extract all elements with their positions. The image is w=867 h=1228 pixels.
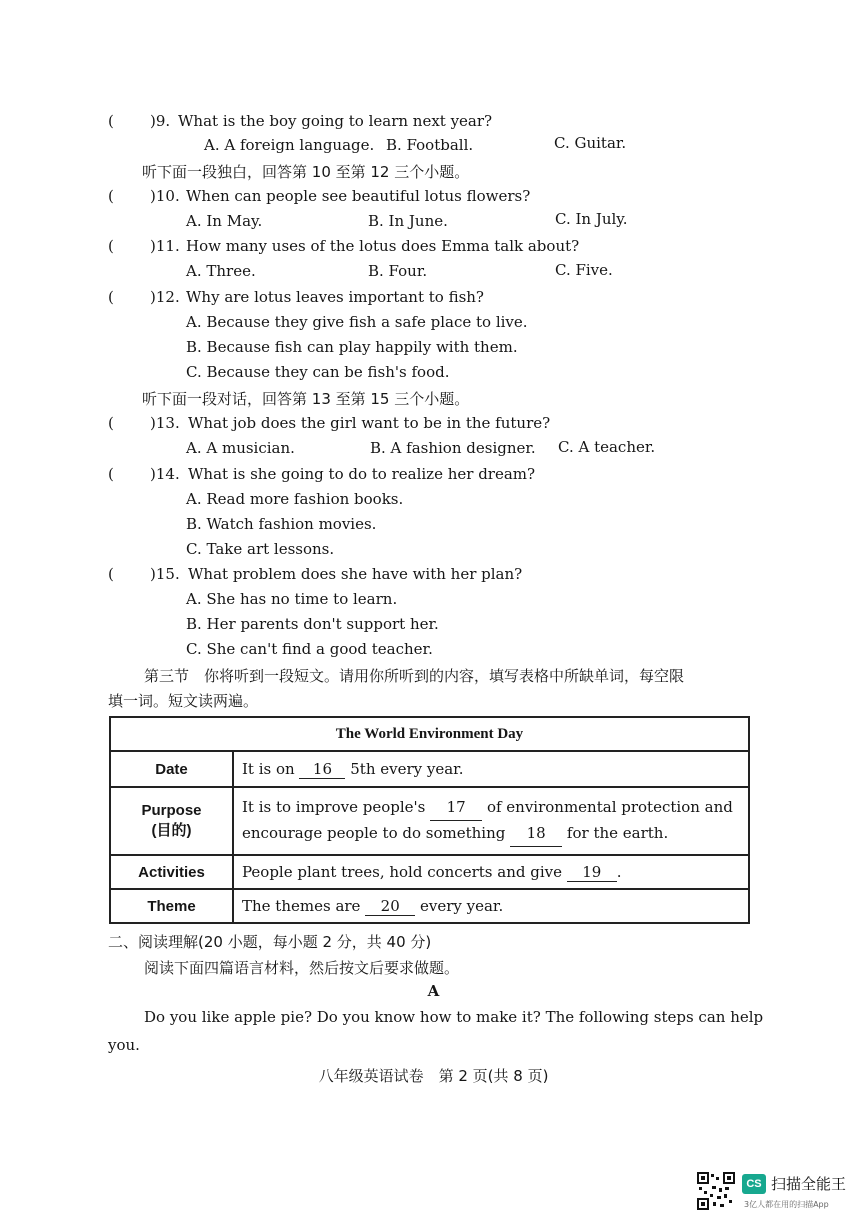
answer-paren-open: ( — [108, 465, 114, 483]
option-a: A. Read more fashion books. — [186, 490, 404, 508]
blank-18: 18 — [510, 821, 562, 847]
blank-19: 19 — [567, 863, 617, 882]
camscanner-name: 扫描全能王 — [771, 1175, 847, 1193]
question-text: How many uses of the lotus does Emma talk about? — [186, 237, 580, 255]
blank-17: 17 — [430, 795, 482, 821]
option-a: A. A musician. — [186, 439, 295, 457]
question-number: )15. — [150, 565, 180, 583]
option-a: A. Because they give fish a safe place to live. — [186, 313, 528, 331]
option-a: A. Three. — [186, 262, 256, 280]
cell-text: . — [616, 862, 622, 881]
question-text: What job does the girl want to be in the future? — [188, 414, 551, 432]
option-a: A. She has no time to learn. — [186, 590, 398, 608]
row-label-purpose — [110, 787, 233, 855]
question-text: When can people see beautiful lotus flowers? — [186, 187, 531, 205]
answer-paren-open: ( — [108, 112, 114, 130]
cell-text: It is on — [242, 759, 295, 778]
environment-day-table — [109, 716, 750, 924]
cell-text: for the earth. — [566, 824, 669, 842]
camscanner-tagline: 3亿人都在用的扫描App — [744, 1200, 829, 1209]
answer-paren-open: ( — [108, 288, 114, 306]
question-number: )11. — [150, 237, 180, 255]
section-instruction: 第三节 你将听到一段短文。请用你所听到的内容，填写表格中所缺单词，每空限 — [144, 667, 685, 685]
cell-text: It is to improve people's — [242, 798, 426, 816]
answer-paren-open: ( — [108, 237, 114, 255]
option-c: C. In July. — [555, 210, 628, 228]
option-b: B. A fashion designer. — [370, 439, 536, 457]
answer-paren-open: ( — [108, 565, 114, 583]
option-c: C. A teacher. — [558, 438, 656, 456]
option-b: B. Four. — [368, 262, 428, 280]
row-activities — [233, 855, 749, 889]
row-date — [233, 751, 749, 787]
question-text: What is the boy going to learn next year? — [178, 112, 493, 130]
option-b: B. Football. — [386, 136, 474, 154]
cell-text: The themes are — [242, 896, 361, 915]
option-c: C. Five. — [555, 261, 613, 279]
option-c: C. She can't find a good teacher. — [186, 640, 433, 658]
listening-instruction: 听下面一段对话，回答第 13 至第 15 三个小题。 — [142, 390, 470, 408]
question-number: )14. — [150, 465, 180, 483]
blank-20: 20 — [365, 897, 415, 916]
purpose-label: Purpose — [141, 802, 202, 819]
row-theme — [233, 889, 749, 923]
passage-text: you. — [108, 1036, 140, 1054]
option-b: B. Her parents don't support her. — [186, 615, 439, 633]
purpose-label-cn: (目的) — [151, 822, 192, 839]
part-instruction: 阅读下面四篇语言材料，然后按文后要求做题。 — [144, 959, 460, 977]
question-number: )12. — [150, 288, 180, 306]
row-label-activities: Activities — [110, 855, 233, 889]
row-purpose — [233, 787, 749, 855]
question-text: What problem does she have with her plan? — [188, 565, 523, 583]
cell-text: every year. — [420, 896, 504, 915]
row-label-date: Date — [110, 751, 233, 787]
question-text: Why are lotus leaves important to fish? — [186, 288, 484, 306]
option-a: A. A foreign language. — [204, 136, 375, 154]
answer-paren-open: ( — [108, 414, 114, 432]
camscanner-logo: CS — [742, 1174, 766, 1194]
page-footer: 八年级英语试卷 第 2 页(共 8 页) — [318, 1067, 549, 1085]
option-b: B. Watch fashion movies. — [186, 515, 377, 533]
cell-text: People plant trees, hold concerts and give — [242, 862, 562, 881]
option-b: B. In June. — [368, 212, 448, 230]
table-title: The World Environment Day — [110, 717, 749, 751]
question-number: )13. — [150, 414, 180, 432]
blank-16: 16 — [299, 760, 345, 779]
option-c: C. Guitar. — [554, 134, 627, 152]
qr-code-icon — [697, 1172, 735, 1210]
passage-label: A — [427, 982, 440, 1000]
section-instruction: 填一词。短文读两遍。 — [108, 692, 259, 710]
question-text: What is she going to do to realize her dream? — [188, 465, 536, 483]
passage-text: Do you like apple pie? Do you know how to make it? The following steps can help — [144, 1008, 764, 1026]
row-label-theme: Theme — [110, 889, 233, 923]
option-c: C. Take art lessons. — [186, 540, 335, 558]
option-b: B. Because fish can play happily with them. — [186, 338, 518, 356]
listening-instruction: 听下面一段独白，回答第 10 至第 12 三个小题。 — [142, 163, 470, 181]
question-number: )9. — [150, 112, 171, 130]
option-a: A. In May. — [186, 212, 263, 230]
question-number: )10. — [150, 187, 180, 205]
cell-text: of environmental protection and — [486, 798, 733, 816]
answer-paren-open: ( — [108, 187, 114, 205]
option-c: C. Because they can be fish's food. — [186, 363, 450, 381]
cell-text: encourage people to do something — [242, 824, 506, 842]
cell-text: 5th every year. — [350, 759, 464, 778]
part-heading: 二、阅读理解(20 小题，每小题 2 分，共 40 分) — [108, 933, 432, 951]
